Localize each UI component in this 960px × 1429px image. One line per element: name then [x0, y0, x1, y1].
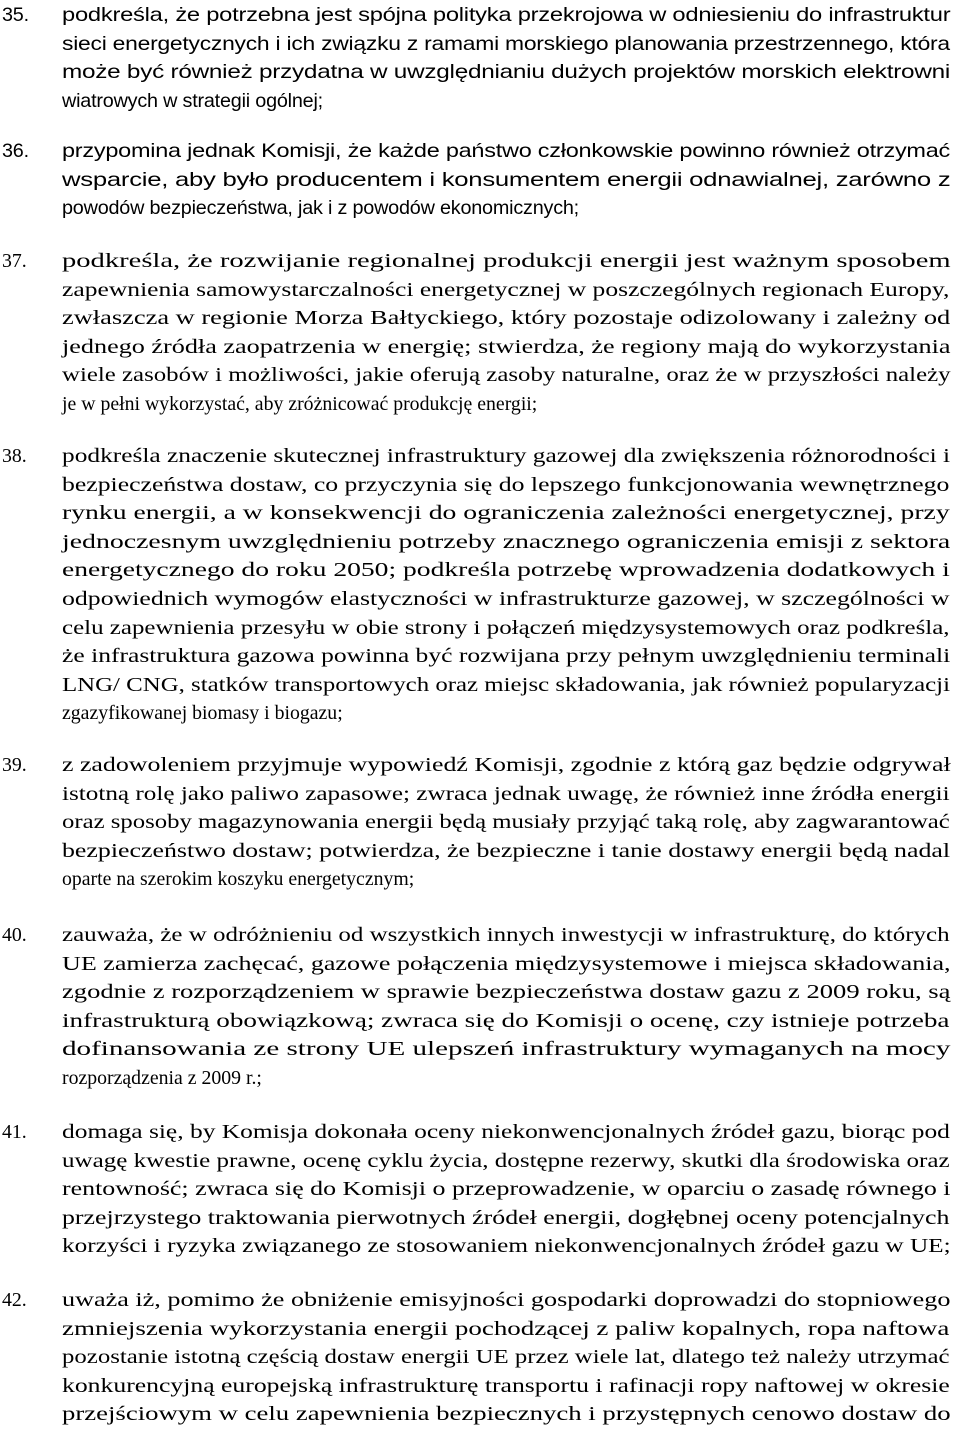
paragraph-number: 36. — [2, 140, 29, 162]
paragraph-line: przypomina jednak Komisji, że każde państwo członkowskie powinno również otrzymać — [62, 140, 951, 162]
paragraph-line: oraz sposoby magazynowania energii będą musiały przyjąć taką rolę, aby zagwarantować — [62, 811, 950, 834]
paragraph-line: wiatrowych w strategii ogólnej; — [62, 89, 323, 112]
paragraph-line: UE zamierza zachęcać, gazowe połączenia międzysystemowe i miejsca składowania, — [62, 952, 951, 975]
paragraph-line: podkreśla, że potrzebna jest spójna polityka przekrojowa w odniesieniu do infrastruktur — [62, 4, 951, 26]
paragraph-number: 40. — [2, 924, 27, 946]
paragraph-number: 35. — [2, 4, 29, 26]
paragraph-line: LNG/ CNG, statków transportowych oraz miejsc składowania, jak również popularyzacji — [62, 673, 950, 696]
paragraph-line: podkreśla znaczenie skutecznej infrastruktury gazowej dla zwiększenia różnorodności i — [62, 445, 951, 467]
paragraph-line: sieci energetycznych i ich związku z ramami morskiego planowania przestrzennego, która — [62, 32, 950, 55]
paragraph-line: celu zapewnienia przesyłu w obie strony i połączeń międzysystemowych oraz podkreśla, — [62, 616, 950, 639]
paragraph-line: oparte na szerokim koszyku energetycznym; — [62, 868, 415, 891]
paragraph-line: rozporządzenia z 2009 r.; — [62, 1067, 262, 1089]
paragraph-line: powodów bezpieczeństwa, jak i z powodów ekonomicznych; — [62, 197, 579, 220]
paragraph-line: konkurencyjną europejską infrastrukturę transportu i rafinacji ropy naftowej w okresie — [62, 1374, 950, 1397]
paragraph-line: bezpieczeństwo dostaw; potwierdza, że bezpieczne i tanie dostawy energii będą nadal — [62, 839, 951, 862]
paragraph-line: zwłaszcza w regionie Morza Bałtyckiego, który pozostaje odizolowany i zależny od — [62, 307, 951, 330]
paragraph-line: zmniejszenia wykorzystania energii pochodzącej z paliw kopalnych, ropa naftowa — [62, 1317, 950, 1340]
paragraph-line: dofinansowania ze strony UE ulepszeń infrastruktury wymaganych na mocy — [62, 1038, 951, 1061]
paragraph-number: 41. — [2, 1121, 27, 1143]
paragraph-line: przejrzystego traktowania pierwotnych źródeł energii, dogłębnej oceny potencjalnych — [62, 1206, 950, 1229]
paragraph-line: odpowiednich wymogów elastyczności w infrastrukturze gazowej, w szczególności w — [62, 588, 950, 610]
paragraph-line: rynku energii, a w konsekwencji do ograniczenia zależności energetycznej, przy — [62, 502, 950, 525]
paragraph-number: 37. — [2, 250, 27, 272]
paragraph-line: pozostanie istotną częścią dostaw energii UE przez wiele lat, dlatego też należy utrzymać — [62, 1346, 950, 1369]
paragraph-line: energetycznego do roku 2050; podkreśla potrzebę wprowadzenia dodatkowych i — [62, 559, 950, 582]
paragraph-line: je w pełni wykorzystać, aby zróżnicować produkcję energii; — [62, 393, 538, 415]
paragraph-line: domaga się, by Komisja dokonała oceny niekonwencjonalnych źródeł gazu, biorąc pod — [62, 1121, 950, 1143]
paragraph-line: z zadowoleniem przyjmuje wypowiedź Komisji, zgodnie z którą gaz będzie odgrywał — [62, 754, 951, 776]
paragraph-line: zgazyfikowanej biomasy i biogazu; — [62, 702, 343, 725]
paragraph-line: uwagę kwestie prawne, ocenę cyklu życia, dostępne rezerwy, skutki dla środowiska oraz — [62, 1149, 950, 1172]
paragraph-line: istotną rolę jako paliwo zapasowe; zwraca jednak uwagę, że również inne źródła energii — [62, 782, 950, 805]
paragraph-line: zauważa, że w odróżnieniu od wszystkich innych inwestycji w infrastrukturę, do których — [62, 924, 950, 946]
paragraph-number: 42. — [2, 1289, 27, 1311]
paragraph-line: zapewnienia samowystarczalności energetycznej w poszczególnych regionach Europy, — [62, 278, 950, 301]
paragraph-line: przejściowym w celu zapewnienia bezpiecznych i przystępnych cenowo dostaw do — [62, 1403, 951, 1426]
paragraph-line: podkreśla, że rozwijanie regionalnej produkcji energii jest ważnym sposobem — [62, 250, 951, 272]
paragraph-line: rentowność; zwraca się do Komisji o przeprowadzenie, w oparciu o zasadę równego i — [62, 1178, 951, 1201]
paragraph-line: jednoczesnym uwzględnieniu potrzeby znacznego ograniczenia emisji z sektora — [62, 530, 951, 553]
paragraph-line: że infrastruktura gazowa powinna być rozwijana przy pełnym uwzględnieniu terminali — [62, 645, 951, 668]
paragraph-line: bezpieczeństwa dostaw, co przyczynia się do lepszego funkcjonowania wewnętrznego — [62, 473, 950, 496]
paragraph-number: 38. — [2, 445, 27, 467]
paragraph-line: korzyści i ryzyka związanego ze stosowaniem niekonwencjonalnych źródeł gazu w UE; — [62, 1235, 951, 1258]
paragraph-line: infrastrukturą obowiązkową; zwraca się do Komisji o ocenę, czy istnieje potrzeba — [62, 1009, 950, 1032]
paragraph-line: uważa iż, pomimo że obniżenie emisyjności gospodarki doprowadzi do stopniowego — [62, 1289, 951, 1311]
paragraph-line: wsparcie, aby było producentem i konsumentem energii odnawialnej, zarówno z — [62, 168, 951, 191]
paragraph-line: zgodnie z rozporządzeniem w sprawie bezpieczeństwa dostaw gazu z 2009 roku, są — [62, 981, 951, 1004]
paragraph-line: może być również przydatna w uwzględnianiu dużych projektów morskich elektrowni — [62, 61, 951, 84]
paragraph-line: jednego źródła zaopatrzenia w energię; stwierdza, że regiony mają do wykorzystania — [62, 335, 951, 358]
paragraph-number: 39. — [2, 754, 27, 776]
paragraph-line: wiele zasobów i możliwości, jakie oferują zasoby naturalne, oraz że w przyszłości należy — [62, 364, 951, 387]
